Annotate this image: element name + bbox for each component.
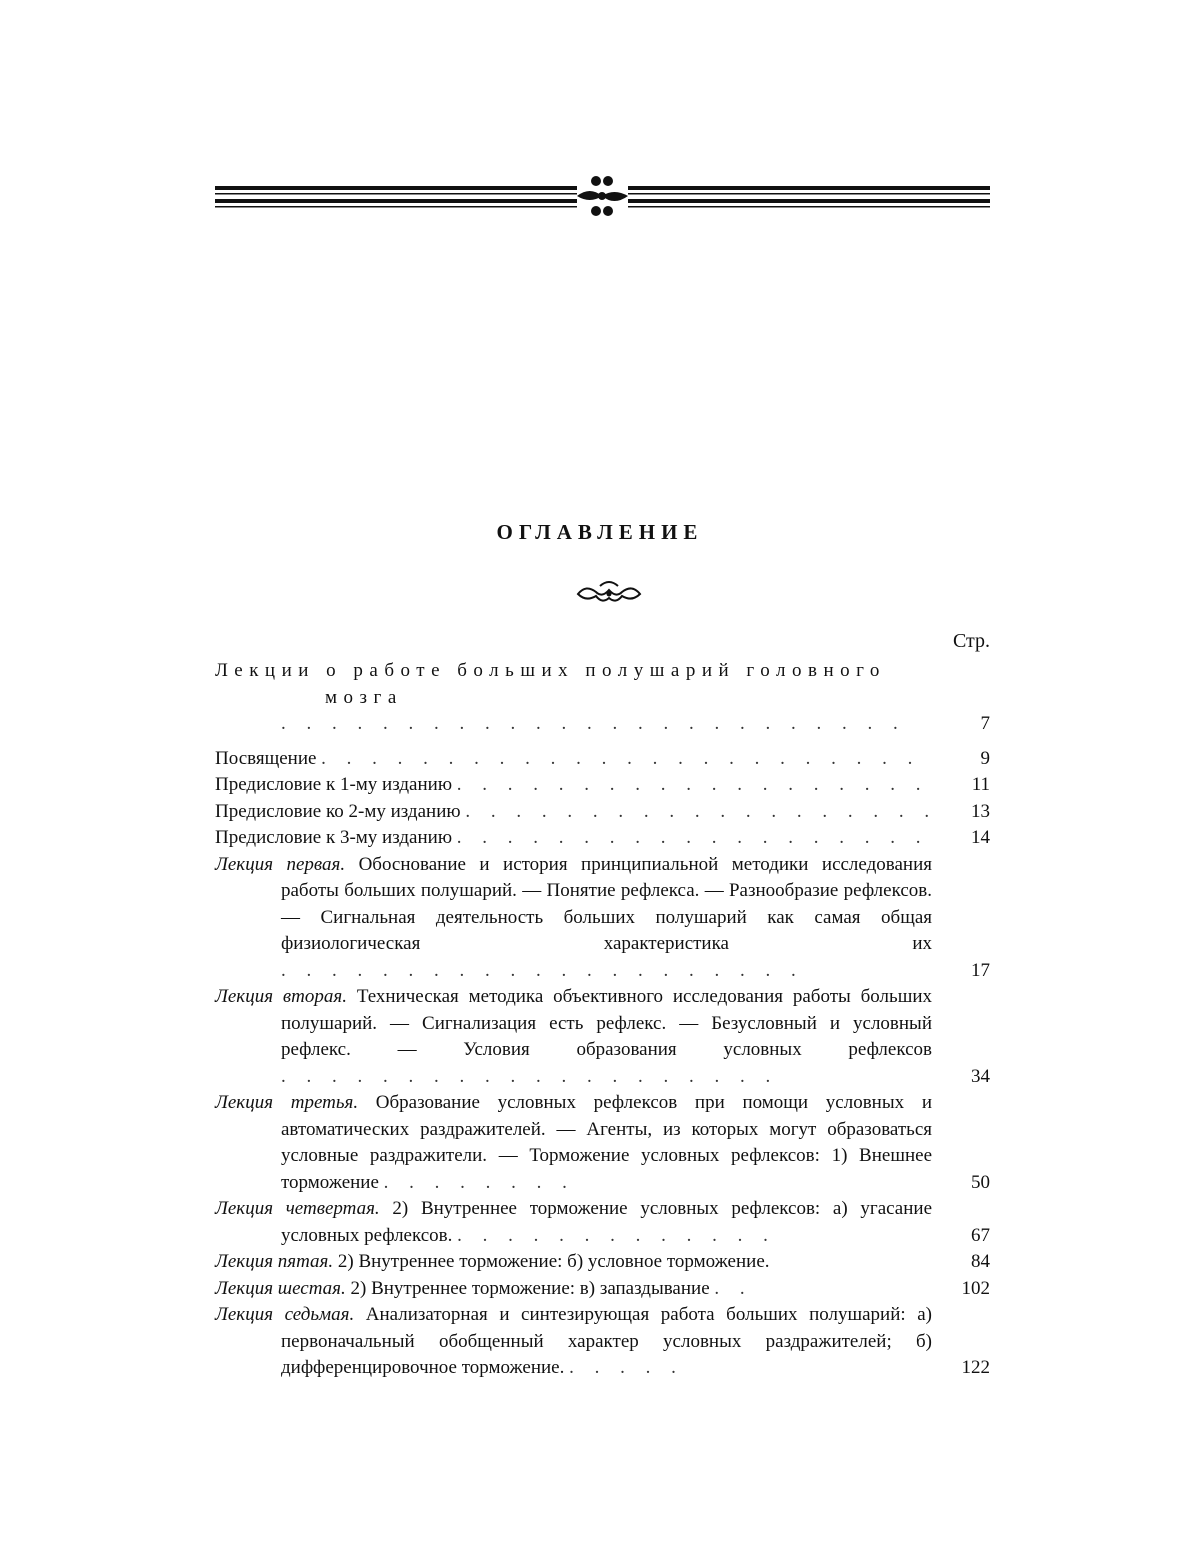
entry-page: 34 [932, 1064, 990, 1091]
entry-text: Предисловие к 3-му изданию [215, 827, 452, 848]
entry-text: Анализаторная и синтезирующая работа больших полушарий: а) первоначальный обобщенный характер условных раздражителей; б) дифференцировочное торможение. [281, 1304, 932, 1378]
dot-leader: . . . . . . . . . . . . . . . . . . . . [281, 1066, 778, 1087]
toc-entry[interactable] [215, 852, 990, 985]
page [0, 0, 1200, 1560]
lecture-label: Лекция третья. [215, 1092, 358, 1113]
entry-text: 2) Внутреннее торможение: б) условное торможение. [338, 1251, 770, 1272]
lecture-label: Лекция вторая. [215, 986, 347, 1007]
entry-page: 102 [932, 1276, 990, 1303]
toc-entry[interactable] [215, 1302, 990, 1382]
toc-entry[interactable] [215, 658, 990, 738]
page-column-label: Стр. [953, 630, 990, 653]
entry-page: 84 [932, 1249, 990, 1276]
dot-leader: . . . . . . . . . . . . . . . . . . . . . . . . . [281, 713, 906, 734]
entry-page: 50 [932, 1170, 990, 1197]
lecture-label: Лекция первая. [215, 854, 345, 875]
toc-entry[interactable] [215, 825, 990, 852]
toc-entry[interactable] [215, 1276, 990, 1303]
toc-entry[interactable] [215, 772, 990, 799]
lecture-label: Лекция шестая. [215, 1278, 346, 1299]
entry-page: 67 [932, 1223, 990, 1250]
entry-text-line2: мозга [281, 687, 403, 708]
page-title: ОГЛАВЛЕНИЕ [0, 520, 1200, 545]
toc-entry[interactable] [215, 1249, 990, 1276]
ornamental-rule-icon [215, 172, 990, 220]
entry-page: 17 [932, 958, 990, 985]
dot-leader: . . [714, 1278, 752, 1299]
fleuron-icon [574, 578, 644, 608]
entry-page: 14 [932, 825, 990, 852]
entry-text: Обоснование и история принципиальной методики исследования работы больших полушарий. — Понятие рефлекса. — Разнообразие рефлексов. — Сигнальная деятельность больших полушарий как самая общая физиологическая характеристика их [281, 854, 932, 955]
toc-entry[interactable] [215, 984, 990, 1090]
entry-text: 2) Внутреннее торможение: в) запаздывание [351, 1278, 710, 1299]
lecture-label: Лекция пятая. [215, 1251, 333, 1272]
entry-text: Техническая методика объективного исследования работы больших полушарий. — Сигнализация есть рефлекс. — Безусловный и условный рефлекс. — Условия образования условных рефлексов [281, 986, 932, 1060]
entry-text: Посвящение [215, 748, 316, 769]
entry-text: Предисловие к 1-му изданию [215, 774, 452, 795]
toc-entries [215, 658, 990, 1382]
toc-entry[interactable] [215, 746, 990, 773]
dot-leader: . . . . . . . . [384, 1172, 575, 1193]
dot-leader: . . . . . . . . . . . . . . . . . . . [457, 827, 932, 848]
entry-text-line1: Лекции о работе больших полушарий головного [215, 660, 886, 681]
entry-page: 7 [932, 711, 990, 738]
lecture-label: Лекция четвертая. [215, 1198, 380, 1219]
dot-leader: . . . . . [569, 1357, 684, 1378]
entry-text: 2) Внутреннее торможение условных рефлексов: а) угасание условных рефлексов. [281, 1198, 932, 1246]
entry-page: 122 [932, 1355, 990, 1382]
entry-page: 13 [932, 799, 990, 826]
dot-leader: . . . . . . . . . . . . . . . . . . [465, 801, 932, 822]
entry-page: 9 [932, 746, 990, 773]
entry-text: Предисловие ко 2-му изданию [215, 801, 461, 822]
dot-leader: . . . . . . . . . . . . . . . . . . . . . [281, 960, 804, 981]
entry-text: Образование условных рефлексов при помощи условных и автоматических раздражителей. — Агенты, из которых могут образоваться условные раздражители. — Торможение условных рефлексов: 1) Внешнее торможение [281, 1092, 932, 1193]
toc-entry[interactable] [215, 1090, 990, 1196]
entry-page: 11 [932, 772, 990, 799]
toc-entry[interactable] [215, 799, 990, 826]
lecture-label: Лекция седьмая. [215, 1304, 354, 1325]
dot-leader: . . . . . . . . . . . . . [457, 1225, 776, 1246]
dot-leader: . . . . . . . . . . . . . . . . . . . . . . . . [321, 748, 932, 769]
dot-leader: . . . . . . . . . . . . . . . . . . . [457, 774, 932, 795]
toc-entry[interactable] [215, 1196, 990, 1249]
